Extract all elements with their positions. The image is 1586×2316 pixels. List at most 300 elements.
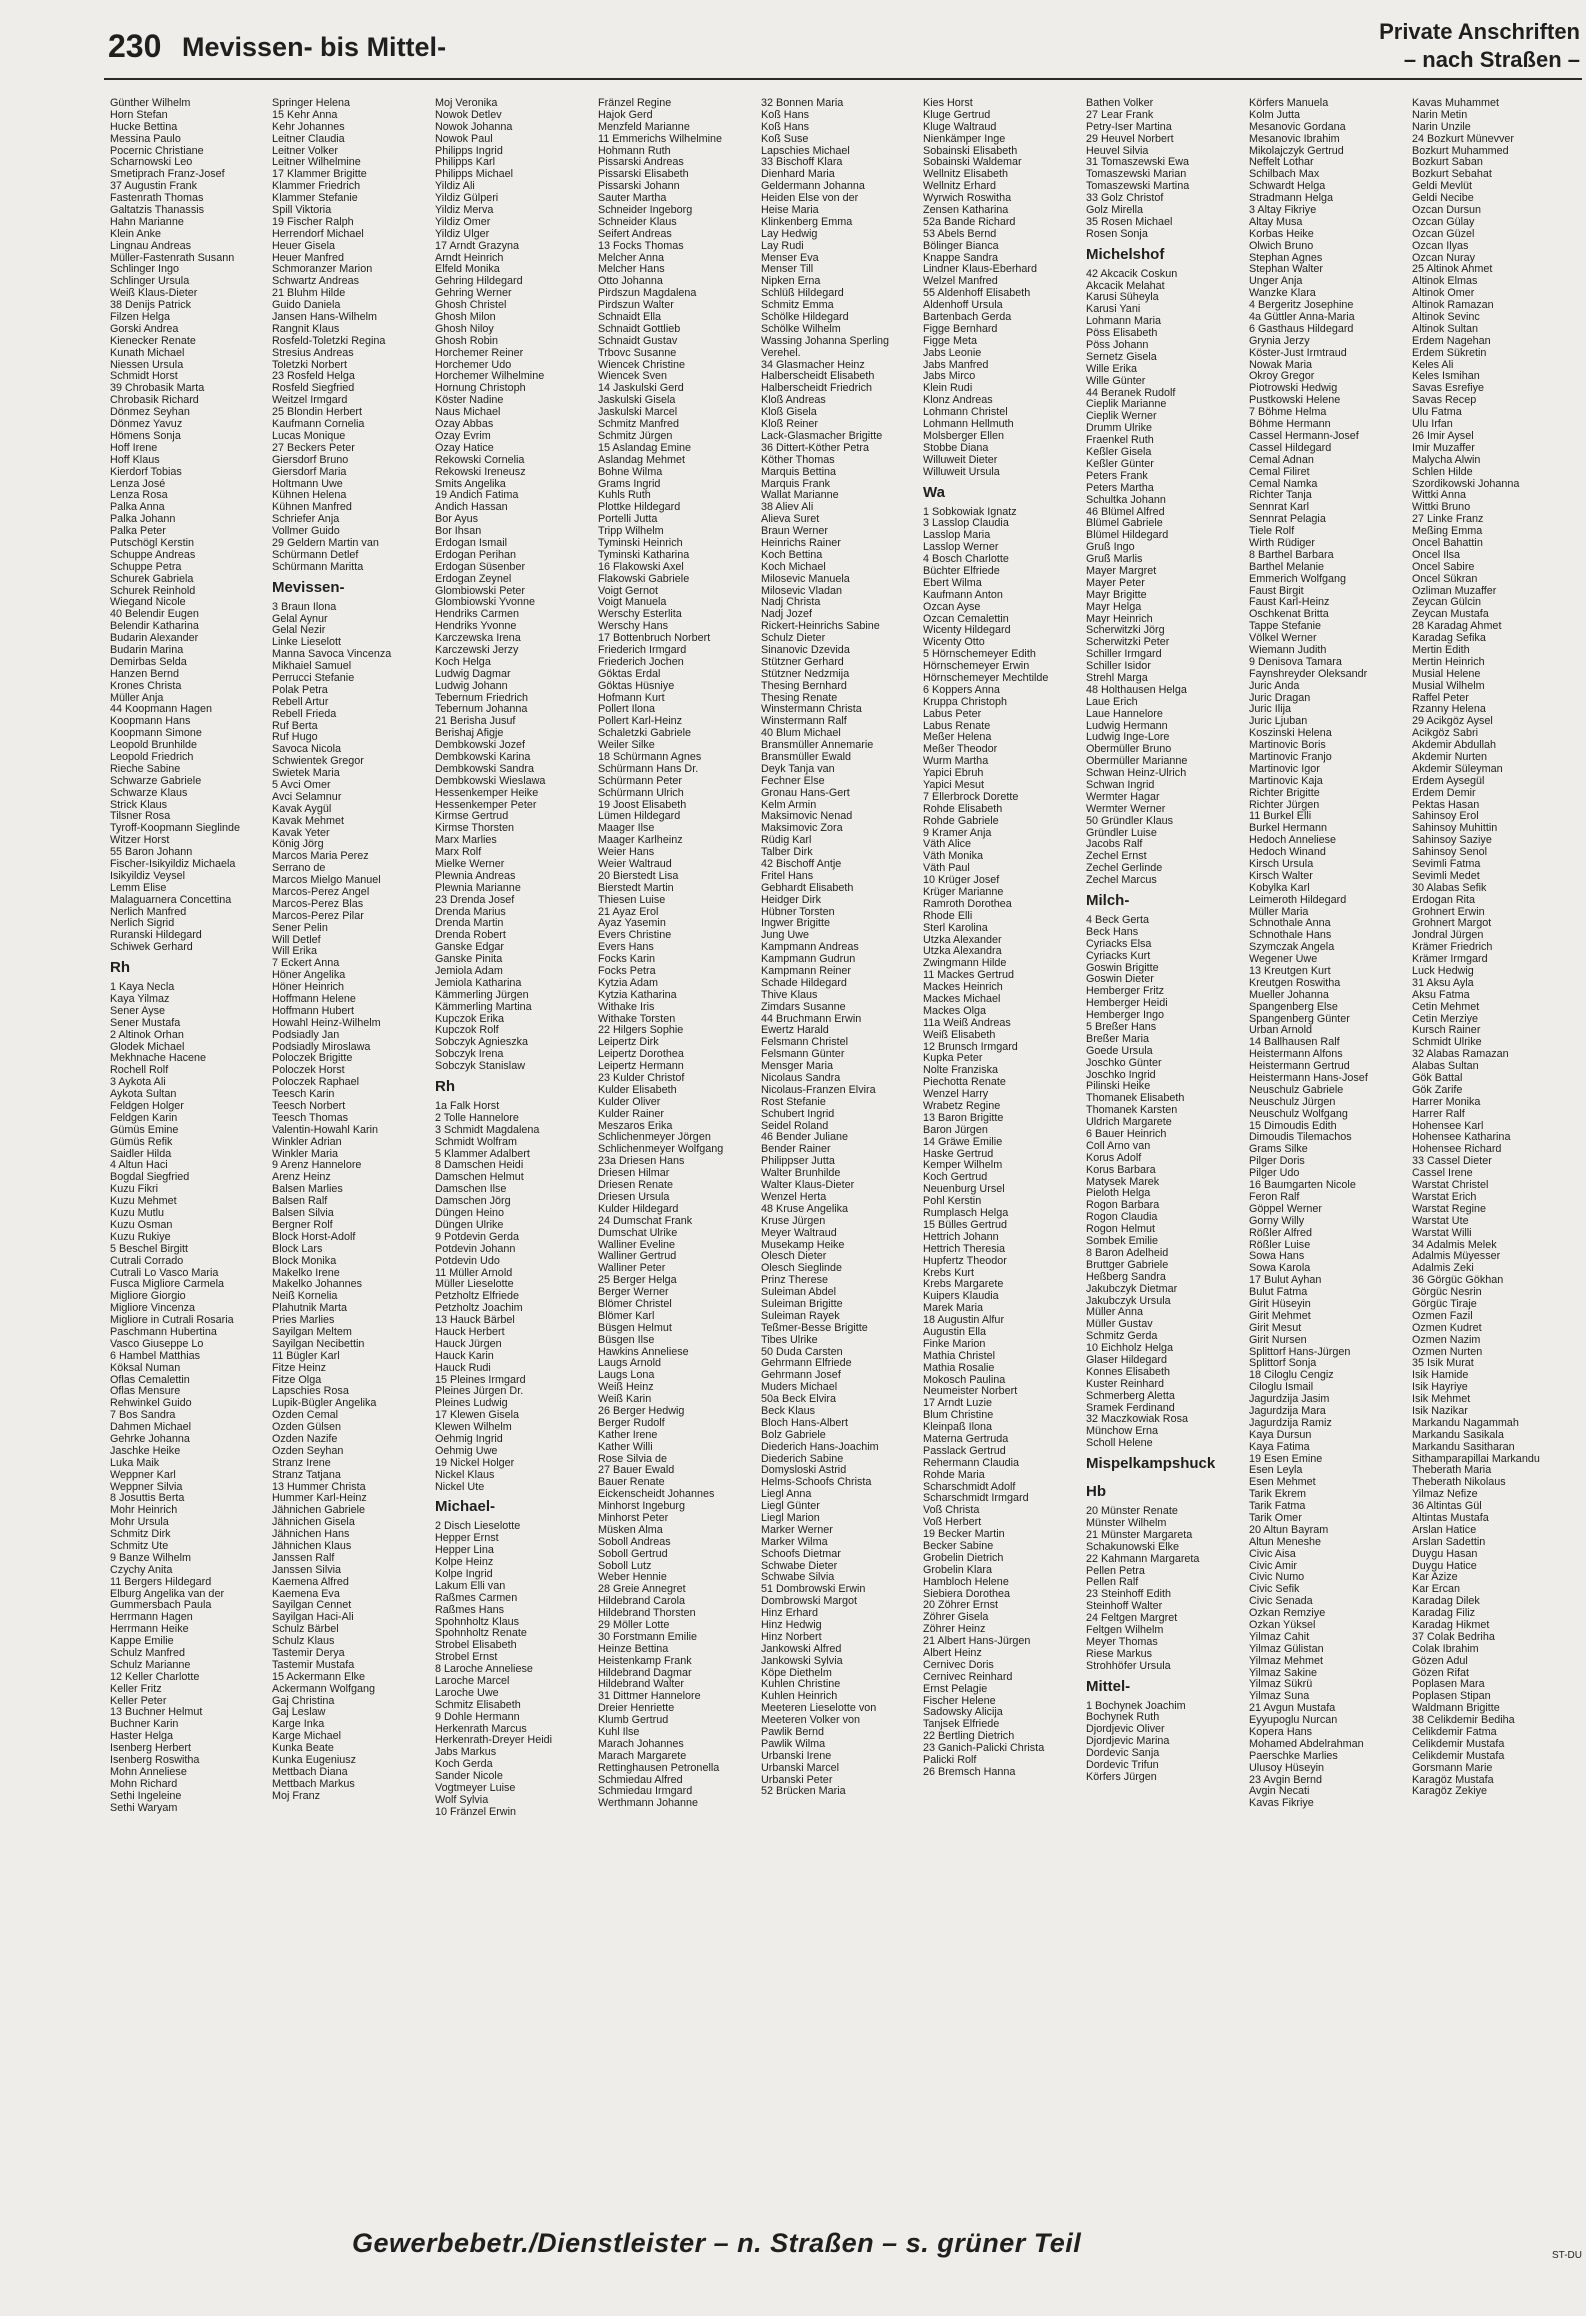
directory-entry: Heidger Dirk	[761, 894, 821, 906]
directory-entry: Kampmann Gudrun	[761, 954, 856, 966]
directory-entry: 9 Dohle Hermann	[435, 1711, 520, 1723]
directory-entry: 14 Ballhausen Ralf	[1249, 1037, 1340, 1049]
directory-entry: Hettrich Theresia	[923, 1243, 1006, 1255]
directory-entry: Leitner Claudia	[272, 133, 345, 145]
directory-entry: Duygu Hatice	[1412, 1560, 1477, 1572]
directory-entry: 5 Beschel Birgitt	[110, 1243, 189, 1255]
directory-entry: Goswin Dieter	[1086, 974, 1154, 986]
directory-entry: Hinz Erhard	[761, 1608, 819, 1620]
directory-entry: 23 Ganich-Palicki Christa	[923, 1743, 1045, 1755]
directory-entry: Sayilgan Necibettin	[272, 1338, 365, 1350]
directory-entry: Klewen Wilhelm	[435, 1422, 512, 1434]
directory-entry: Aksu Fatma	[1412, 989, 1470, 1001]
directory-entry: Thesing Renate	[761, 692, 838, 704]
directory-entry: Leipertz Dirk	[598, 1037, 659, 1049]
directory-entry: Hanzen Bernd	[110, 668, 180, 680]
directory-entry: Hepper Lina	[435, 1545, 494, 1557]
directory-entry: Walliner Gertrud	[598, 1251, 677, 1263]
directory-entry: Leipertz Dorothea	[598, 1049, 684, 1061]
directory-entry: Zwingmann Hilde	[923, 958, 1007, 970]
directory-column	[761, 98, 921, 2213]
directory-entry: Özcan Gülay	[1412, 216, 1475, 228]
directory-entry: Dombrowski Margot	[761, 1596, 857, 1608]
directory-column	[272, 98, 432, 2213]
street-heading: Michael-	[435, 1498, 496, 1516]
directory-entry: Nadj Jozef	[761, 609, 813, 621]
directory-entry: Matysek Marek	[1086, 1176, 1160, 1188]
directory-entry: 13 Hauck Bärbel	[435, 1315, 515, 1327]
footer-note: Gewerbebetr./Dienstleister – n. Straßen – s. grüner Teil	[352, 2228, 1082, 2258]
directory-entry: Kühnen Manfred	[272, 502, 352, 514]
directory-entry: Faynshreyder Oleksandr	[1249, 668, 1368, 680]
directory-entry: Heistermann Hans-Josef	[1249, 1073, 1368, 1085]
directory-entry: Laugs Lona	[598, 1370, 655, 1382]
directory-entry: Migliore Vincenza	[110, 1303, 196, 1315]
directory-entry: Kunka Eugeniusz	[272, 1755, 357, 1767]
directory-entry: Winkler Maria	[272, 1148, 338, 1160]
directory-entry: Plottke Hildegard	[598, 502, 681, 514]
directory-entry: Schwarze Klaus	[110, 787, 188, 799]
directory-entry: Rosfeld Siegfried	[272, 383, 355, 395]
directory-entry: 55 Aldenhoff Elisabeth	[923, 288, 1031, 300]
directory-column	[1412, 98, 1572, 2213]
directory-entry: Gelal Aynur	[272, 613, 328, 625]
directory-entry: Hessenkemper Heike	[435, 787, 539, 799]
directory-entry: Bohne Wilma	[598, 466, 663, 478]
directory-entry: Pawlik Bernd	[761, 1727, 825, 1739]
directory-entry: Hörnschemeyer Erwin	[923, 661, 1030, 673]
directory-entry: Sayilgan Meltem	[272, 1326, 352, 1338]
directory-entry: Sterl Karolina	[923, 922, 988, 934]
directory-entry: Nolte Franziska	[923, 1065, 999, 1077]
directory-entry: Palka Peter	[110, 526, 166, 538]
directory-entry: Kappe Emilie	[110, 1636, 174, 1648]
directory-entry: Horchemer Udo	[435, 359, 512, 371]
directory-entry: Pöss Johann	[1086, 340, 1149, 352]
directory-entry: Will Erika	[272, 946, 317, 958]
directory-entry: Kluge Waltraud	[923, 121, 997, 133]
directory-entry: Markandu Sasitharan	[1412, 1441, 1515, 1453]
directory-entry: Minhorst Ingeburg	[598, 1501, 686, 1513]
directory-entry: Ulu Fatma	[1412, 407, 1462, 419]
directory-entry: Goede Ursula	[1086, 1045, 1153, 1057]
directory-entry: Ebert Wilma	[923, 577, 982, 589]
directory-entry: Kuhlen Heinrich	[761, 1691, 838, 1703]
directory-entry: Savoca Nicola	[272, 744, 342, 756]
directory-entry: Meßing Emma	[1412, 526, 1483, 538]
directory-entry: Maager Ilse	[598, 823, 655, 835]
directory-entry: 35 Rosen Michael	[1086, 216, 1173, 228]
directory-entry: Nowak Maria	[1249, 359, 1312, 371]
directory-entry: 52a Bande Richard	[923, 216, 1016, 228]
directory-entry: Korus Barbara	[1086, 1164, 1156, 1176]
directory-entry: 3 Schmidt Magdalena	[435, 1124, 540, 1136]
directory-entry: 3 Braun Ilona	[272, 601, 337, 613]
directory-entry: Kaemena Alfred	[272, 1576, 349, 1588]
directory-entry: Schnothale Hans	[1249, 930, 1332, 942]
directory-entry: Kupka Peter	[923, 1053, 983, 1065]
directory-entry: 10 Fränzel Erwin	[435, 1806, 517, 1818]
directory-entry: 23 Rosfeld Helga	[272, 371, 355, 383]
directory-entry: Migliore Giorgio	[110, 1291, 186, 1303]
directory-entry: Szordikowski Johanna	[1412, 478, 1520, 490]
directory-entry: Schade Hildegard	[761, 977, 847, 989]
directory-entry: Jung Uwe	[761, 930, 810, 942]
directory-entry: 19 Joost Elisabeth	[598, 799, 687, 811]
directory-entry: 30 Alabas Sefik	[1412, 882, 1487, 894]
directory-entry: Horn Stefan	[110, 109, 168, 121]
directory-entry: Geldi Mevlüt	[1412, 181, 1473, 193]
directory-entry: 7 Ellerbrock Dorette	[923, 791, 1019, 803]
directory-entry: Yilmaz Mehmet	[1249, 1655, 1323, 1667]
directory-entry: 12 Brunsch Irmgard	[923, 1041, 1018, 1053]
directory-entry: Marach Johannes	[598, 1738, 684, 1750]
directory-entry: 14 Gräwe Emilie	[923, 1136, 1003, 1148]
directory-entry: Milosevic Vladan	[761, 585, 843, 597]
directory-entry: Teesch Norbert	[272, 1101, 346, 1113]
directory-entry: Savas Recep	[1412, 395, 1477, 407]
directory-entry: Hübner Torsten	[761, 906, 835, 918]
directory-entry: Hoffmann Helene	[272, 994, 356, 1006]
directory-entry: Jabs Manfred	[923, 359, 989, 371]
directory-entry: Lingnau Andreas	[110, 240, 192, 252]
directory-entry: Obermüller Bruno	[1086, 744, 1172, 756]
directory-entry: Driesen Renate	[598, 1180, 674, 1192]
directory-entry: 17 Arndt Grazyna	[435, 240, 520, 252]
directory-entry: Schlichenmeyer Wolfgang	[598, 1144, 724, 1156]
directory-entry: Klinkenberg Emma	[761, 216, 853, 228]
directory-entry: Sowa Hans	[1249, 1251, 1305, 1263]
directory-entry: Bozkurt Sebahat	[1412, 169, 1492, 181]
directory-entry: Lack-Glasmacher Brigitte	[761, 430, 883, 442]
directory-entry: Otto Johanna	[598, 276, 663, 288]
directory-entry: Hauck Karin	[435, 1350, 494, 1362]
directory-entry: 9 Arenz Hannelore	[272, 1160, 362, 1172]
directory-entry: Buchner Karin	[110, 1719, 179, 1731]
directory-entry: Özmen Kudret	[1412, 1322, 1482, 1334]
directory-entry: Philippser Jutta	[761, 1156, 835, 1168]
directory-entry: Kleinpaß Ilona	[923, 1422, 993, 1434]
directory-entry: Zeycan Gülcin	[1412, 597, 1482, 609]
directory-entry: Özcan Ayse	[923, 601, 981, 613]
directory-entry: Kather Irene	[598, 1429, 658, 1441]
directory-entry: Podsiadly Miroslawa	[272, 1041, 371, 1053]
directory-entry: Paerschke Marlies	[1249, 1750, 1338, 1762]
directory-entry: Holtmann Uwe	[272, 478, 343, 490]
directory-entry: Grobelin Dietrich	[923, 1552, 1004, 1564]
directory-entry: Hettrich Johann	[923, 1231, 999, 1243]
directory-entry: 25 Berger Helga	[598, 1275, 677, 1287]
directory-entry: Wirth Rüdiger	[1249, 537, 1315, 549]
directory-entry: 33 Golz Christof	[1086, 193, 1164, 205]
directory-entry: Gorny Willy	[1249, 1215, 1305, 1227]
directory-entry: 15 Kehr Anna	[272, 109, 338, 121]
directory-entry: Podsiadly Jan	[272, 1029, 340, 1041]
directory-entry: Konnes Elisabeth	[1086, 1366, 1171, 1378]
directory-entry: Koch Gertrud	[923, 1172, 988, 1184]
directory-entry: Hauck Rudi	[435, 1362, 491, 1374]
directory-entry: Celikdemir Mustafa	[1412, 1750, 1505, 1762]
directory-entry: Schultka Johann	[1086, 494, 1166, 506]
directory-entry: Hessenkemper Peter	[435, 799, 537, 811]
directory-entry: Czychy Anita	[110, 1564, 173, 1576]
directory-entry: 36 Altintas Gül	[1412, 1501, 1482, 1513]
directory-entry: 9 Kramer Anja	[923, 827, 992, 839]
directory-entry: Markandu Nagammah	[1412, 1417, 1519, 1429]
directory-entry: Musekamp Heike	[761, 1239, 845, 1251]
directory-entry: Leopold Friedrich	[110, 751, 194, 763]
directory-entry: Karczewska Irena	[435, 633, 521, 645]
directory-entry: Heistermann Gertrud	[1249, 1061, 1350, 1073]
directory-entry: Heistenkamp Frank	[598, 1655, 692, 1667]
directory-entry: Melcher Hans	[598, 264, 665, 276]
directory-entry: Özden Gülsen	[272, 1422, 342, 1434]
directory-entry: 53 Abels Bernd	[923, 228, 997, 240]
directory-entry: Tyminski Katharina	[598, 549, 690, 561]
directory-entry: Linke Lieselott	[272, 637, 342, 649]
directory-entry: Witzer Horst	[110, 835, 170, 847]
directory-entry: 7 Böhme Helma	[1249, 407, 1327, 419]
directory-entry: 26 Berger Hedwig	[598, 1405, 685, 1417]
directory-entry: Richter Tanja	[1249, 490, 1312, 502]
directory-entry: 26 Bremsch Hanna	[923, 1766, 1016, 1778]
directory-entry: Hedoch Anneliese	[1249, 835, 1337, 847]
directory-entry: Yilmaz Sakine	[1249, 1667, 1318, 1679]
directory-entry: Yildiz Ömer	[435, 216, 491, 228]
directory-entry: Schmoranzer Marion	[272, 264, 373, 276]
directory-entry: Özcan Dursun	[1412, 205, 1482, 217]
directory-entry: Cyriacks Kurt	[1086, 950, 1151, 962]
directory-entry: Weier Waltraud	[598, 859, 672, 870]
directory-entry: Altinok Elmas	[1412, 276, 1478, 288]
directory-column	[1249, 98, 1409, 2213]
directory-entry: 50 Duda Carsten	[761, 1346, 843, 1358]
directory-entry: Blömer Karl	[598, 1310, 655, 1322]
directory-entry: Rohde Maria	[923, 1469, 985, 1481]
directory-entry: 3 Aykota Ali	[110, 1077, 166, 1089]
directory-entry: Mensger Maria	[761, 1061, 834, 1073]
directory-entry: Migliore in Cutrali Rosaria	[110, 1315, 234, 1327]
directory-entry: Heuer Manfred	[272, 252, 345, 264]
directory-entry: Albert Heinz	[923, 1648, 982, 1659]
directory-entry: Marcos-Perez Angel	[272, 887, 370, 898]
directory-entry: Makelko Johannes	[272, 1279, 363, 1291]
directory-entry: 35 Isik Murat	[1412, 1358, 1474, 1370]
directory-entry: Ciloglu Ismail	[1249, 1382, 1314, 1394]
directory-entry: Cutrali Corrado	[110, 1255, 184, 1267]
directory-entry: Keller Peter	[110, 1695, 167, 1707]
directory-entry: Figge Bernhard	[923, 323, 998, 335]
directory-entry: Mertin Heinrich	[1412, 656, 1485, 668]
directory-entry: Lupik-Bügler Angelika	[272, 1398, 377, 1410]
directory-entry: Yildiz Ülger	[435, 228, 490, 240]
directory-entry: Musial Wilhelm	[1412, 680, 1485, 692]
directory-entry: Körfers Jürgen	[1086, 1771, 1157, 1783]
directory-entry: Öncel Bahattin	[1412, 537, 1483, 549]
directory-entry: Gözen Rifat	[1412, 1667, 1470, 1679]
directory-entry: Teßmer-Besse Brigitte	[761, 1322, 868, 1334]
directory-entry: Schilbach Max	[1249, 169, 1320, 181]
directory-entry: Sander Nicole	[435, 1771, 503, 1783]
directory-entry: Yilmaz Suna	[1249, 1691, 1310, 1703]
directory-entry: Block Horst-Adolf	[272, 1231, 356, 1243]
directory-entry: Ramroth Dorothea	[923, 898, 1012, 910]
directory-entry: Hildebrand Thorsten	[598, 1608, 696, 1620]
directory-entry: Peters Frank	[1086, 470, 1148, 482]
directory-entry: 20 Münster Renate	[1086, 1506, 1178, 1518]
directory-entry: Prinz Therese	[761, 1275, 829, 1287]
directory-entry: Giersdorf Bruno	[272, 454, 349, 466]
directory-entry: Feldgen Holger	[110, 1101, 184, 1113]
page-header	[0, 0, 1586, 90]
directory-entry: Kopera Hans	[1249, 1727, 1313, 1739]
directory-entry: Nicolaus Sandra	[761, 1073, 841, 1085]
directory-entry: 4 Bosch Charlotte	[923, 554, 1009, 566]
directory-entry: Mekhnache Hacene	[110, 1053, 207, 1065]
directory-entry: Tarik Fatma	[1249, 1501, 1306, 1513]
directory-entry: Klein Anke	[110, 228, 162, 240]
directory-entry: Teesch Thomas	[272, 1112, 349, 1124]
directory-entry: Gorsmann Marie	[1412, 1762, 1493, 1774]
directory-entry: Schulz Bärbel	[272, 1624, 339, 1636]
directory-entry: Strick Klaus	[110, 799, 167, 811]
directory-entry: Jankowski Sylvia	[761, 1655, 843, 1667]
directory-entry: Kruppa Christoph	[923, 696, 1008, 708]
directory-entry: 8 Barthel Barbara	[1249, 549, 1334, 561]
directory-entry: Ganske Pinita	[435, 954, 503, 966]
directory-entry: 55 Baron Johann	[110, 847, 193, 859]
directory-entry: Altinok Sultan	[1412, 323, 1479, 335]
directory-entry: 10 Krüger Josef	[923, 875, 1000, 887]
directory-entry: Girit Hüseyin	[1249, 1298, 1311, 1310]
directory-entry: Mueller Johanna	[1249, 989, 1329, 1001]
directory-entry: Grohnert Margot	[1412, 918, 1492, 930]
directory-entry: Wanzke Klara	[1249, 288, 1316, 300]
directory-entry: Oschkenat Britta	[1249, 609, 1329, 621]
directory-entry: Halberscheidt Elisabeth	[761, 371, 875, 383]
directory-entry: Mohr Heinrich	[110, 1505, 178, 1517]
directory-entry: Kavas Muhammet	[1412, 98, 1500, 109]
directory-entry: Schwabe Silvia	[761, 1572, 835, 1584]
directory-entry: Dordevic Sanja	[1086, 1748, 1160, 1760]
directory-entry: Jansen Hans-Wilhelm	[272, 312, 378, 324]
directory-entry: Marek Maria	[923, 1303, 983, 1315]
directory-entry: Scharschmidt Irmgard	[923, 1493, 1029, 1505]
directory-entry: Kar Ercan	[1412, 1584, 1461, 1596]
directory-entry: Kuhlen Christine	[761, 1679, 841, 1691]
directory-entry: Kulder Hildegard	[598, 1203, 679, 1215]
directory-entry: Halberscheidt Friedrich	[761, 383, 873, 395]
directory-entry: Ackermann Wolfgang	[272, 1683, 376, 1695]
directory-entry: Evers Hans	[598, 942, 654, 954]
directory-entry: Scherwitzki Jörg	[1086, 625, 1165, 637]
directory-entry: Heßberg Sandra	[1086, 1271, 1166, 1283]
directory-entry: Klein Rudi	[923, 383, 973, 395]
footer-code: ST-DU	[1552, 2250, 1582, 2261]
directory-entry: Kirsch Walter	[1249, 870, 1313, 882]
directory-entry: Bolz Gabriele	[761, 1429, 826, 1441]
directory-entry: Sennrat Karl	[1249, 502, 1310, 514]
directory-entry: Sevimli Fatma	[1412, 859, 1481, 870]
directory-entry: Schmidt Horst	[110, 371, 178, 383]
directory-entry: Nickel Klaus	[435, 1469, 495, 1481]
directory-entry: Herrmann Heike	[110, 1624, 189, 1636]
directory-entry: Ludwig Johann	[435, 680, 508, 692]
directory-entry: Karadag Sefika	[1412, 633, 1486, 645]
directory-entry: Willuweit Ursula	[923, 466, 1000, 478]
directory-entry: Bruttger Gabriele	[1086, 1259, 1169, 1271]
directory-entry: Cassel Irene	[1412, 1168, 1473, 1180]
directory-entry: Cieplik Werner	[1086, 411, 1157, 423]
directory-entry: 14 Jaskulski Gerd	[598, 383, 684, 395]
directory-entry: Fischer Helene	[923, 1695, 996, 1707]
directory-entry: Mayer Peter	[1086, 577, 1145, 589]
directory-entry: Schwarze Gabriele	[110, 775, 202, 787]
directory-entry: 24 Bozkurt Münevver	[1412, 133, 1515, 145]
directory-entry: Knappe Sandra	[923, 252, 999, 264]
directory-entry: Stützner Gerhard	[761, 656, 844, 668]
directory-entry: Koch Gerda	[435, 1759, 493, 1771]
directory-entry: Rumplasch Helga	[923, 1208, 1009, 1220]
directory-entry: Lucas Monique	[272, 430, 346, 442]
directory-entry: Drumm Ulrike	[1086, 423, 1152, 435]
directory-entry: Pissarski Elisabeth	[598, 169, 689, 181]
directory-entry: Klammer Friedrich	[272, 181, 361, 193]
directory-entry: Koß Suse	[761, 133, 809, 145]
directory-entry: Schnaidt Ella	[598, 312, 662, 324]
directory-entry: Altinok Ramazan	[1412, 300, 1494, 312]
directory-entry: Kemper Wilhelm	[923, 1160, 1003, 1172]
directory-entry: Scharnowski Leo	[110, 157, 193, 169]
directory-entry: Yildiz Merva	[435, 205, 494, 217]
directory-entry: Schölke Wilhelm	[761, 323, 841, 335]
directory-entry: Bor Ayus	[435, 514, 479, 526]
directory-entry: Duygu Hasan	[1412, 1548, 1478, 1560]
directory-entry: Koch Bettina	[761, 549, 823, 561]
street-heading: Hb	[1086, 1483, 1106, 1501]
directory-entry: Zensen Katharina	[923, 205, 1009, 217]
directory-entry: 6 Gasthaus Hildegard	[1249, 323, 1354, 335]
directory-entry: Koopmann Simone	[110, 728, 202, 740]
directory-entry: 37 Colak Bedriha	[1412, 1631, 1495, 1643]
directory-entry: Wicenty Otto	[923, 637, 985, 649]
directory-entry: Arslan Sadettin	[1412, 1536, 1486, 1548]
directory-entry: Civic Sefik	[1249, 1584, 1300, 1596]
directory-entry: Özden Seyhan	[272, 1445, 344, 1457]
directory-entry: Schwan Heinz-Ulrich	[1086, 768, 1187, 780]
directory-entry: Stützner Nedzmija	[761, 668, 850, 680]
directory-entry: Blum Christine	[923, 1410, 994, 1422]
directory-entry: 13 Buchner Helmut	[110, 1707, 203, 1719]
directory-entry: Erdogan Zeynel	[435, 573, 512, 585]
directory-entry: Richter Jürgen	[1249, 799, 1320, 811]
directory-entry: Hauck Jürgen	[435, 1338, 502, 1350]
directory-entry: 16 Flakowski Axel	[598, 561, 684, 573]
directory-entry: Isik Nazikar	[1412, 1405, 1468, 1417]
directory-entry: Sevimli Medet	[1412, 870, 1480, 882]
directory-entry: Herrendorf Michael	[272, 228, 364, 240]
directory-entry: 13 Hummer Christa	[272, 1481, 366, 1493]
directory-entry: Mohn Richard	[110, 1778, 178, 1790]
directory-entry: Olesch Sieglinde	[761, 1263, 843, 1275]
directory-entry: Erdogan Rita	[1412, 894, 1476, 906]
directory-entry: Molsberger Ellen	[923, 430, 1005, 442]
directory-entry: Blümel Gabriele	[1086, 518, 1163, 530]
directory-entry: Kaya Dursun	[1249, 1429, 1312, 1441]
directory-entry: Hohmann Ruth	[598, 145, 671, 157]
directory-entry: Dönmez Seyhan	[110, 407, 190, 419]
directory-entry: Yildiz Ali	[435, 181, 475, 193]
